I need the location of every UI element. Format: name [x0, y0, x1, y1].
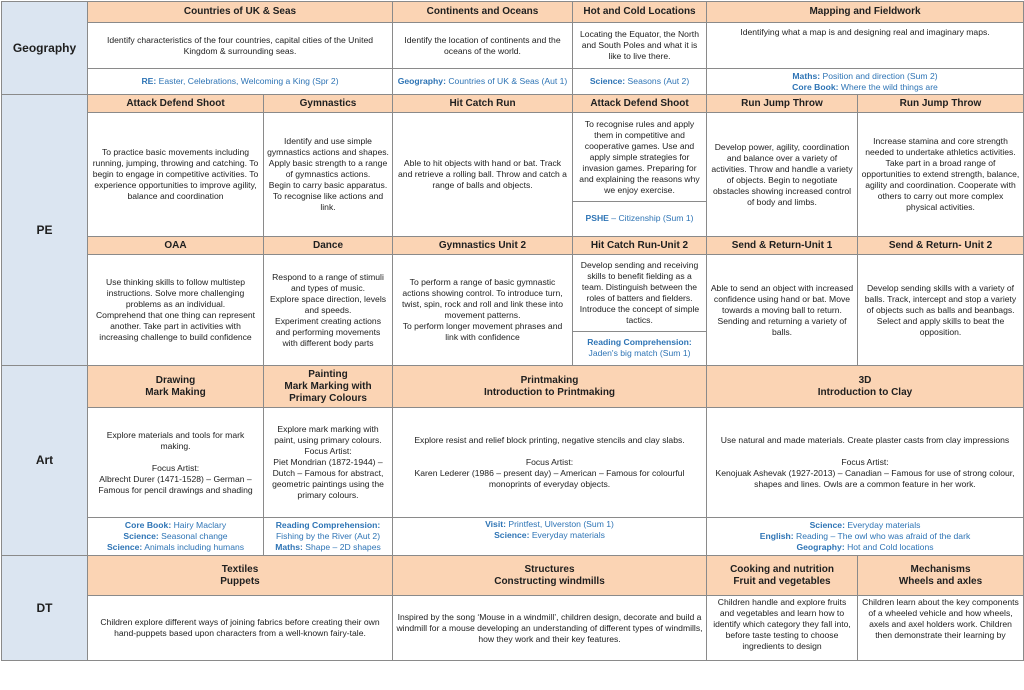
pe2-header-4: Hit Catch Run-Unit 2: [573, 237, 707, 255]
geo-header-3: Hot and Cold Locations: [573, 2, 707, 23]
pe2-desc-1: Use thinking skills to follow multistep instructions. Solve more challenging problems as an individual. Comprehend that one thing can represent another. Take part in activities with increasing challenge to build confidence: [88, 255, 264, 366]
pe-link-pshe: PSHE – Citizenship (Sum 1): [585, 213, 694, 224]
pe-header-1: Attack Defend Shoot: [88, 95, 264, 113]
dt-header-1: Textiles Puppets: [88, 556, 393, 596]
pe-header-3: Hit Catch Run: [393, 95, 573, 113]
art-desc-1: Explore materials and tools for mark making. Focus Artist: Albrecht Durer (1471-1528) – German – Famous for pencil drawings and shading: [88, 408, 264, 518]
art-header-1: Drawing Mark Making: [88, 366, 264, 408]
geo-desc-4: Identifying what a map is and designing real and imaginary maps.: [707, 23, 1024, 69]
art-links-2: Reading Comprehension: Fishing by the River (Aut 2) Maths: Shape – 2D shapes: [264, 518, 393, 556]
art-links-1: Core Book: Hairy Maclary Science: Seasonal change Science: Animals including humans: [88, 518, 264, 556]
pe-header-6: Run Jump Throw: [858, 95, 1024, 113]
pe-desc-6: Increase stamina and core strength needed to undertake athletics activities. Take part in a broad range of opportunities to extend strength, balance, agility and coordination. Cooperate with others to carry out more complex physical activities.: [858, 113, 1024, 237]
pe2-desc-6: Develop sending skills with a variety of balls. Track, intercept and stop a variety of objects such as balls and beanbags. Select and apply skills to beat the opposition.: [858, 255, 1024, 366]
art-header-4: 3D Introduction to Clay: [707, 366, 1024, 408]
pe2-header-6: Send & Return- Unit 2: [858, 237, 1024, 255]
dt-header-4: Mechanisms Wheels and axles: [858, 556, 1024, 596]
pe-desc-5: Develop power, agility, coordination and balance over a variety of activities. Throw and handle a variety of objects. Begin to negotiate obstacles showing increased control of body and limbs.: [707, 113, 858, 237]
subject-pe: PE: [2, 95, 88, 366]
geo-header-4: Mapping and Fieldwork: [707, 2, 1024, 23]
dt-desc-3: Children handle and explore fruits and vegetables and learn how to identify which category they fall into, before taste testing to choose ingredients to design: [713, 597, 851, 651]
pe2-desc-5: Able to send an object with increased confidence using hand or bat. Move towards a moving ball to return. Sending and returning a variety of balls.: [707, 255, 858, 366]
pe2-desc-4-cell: [573, 255, 707, 366]
dt-header-3: Cooking and nutrition Fruit and vegetables: [707, 556, 858, 596]
pe2-desc-2: Respond to a range of stimuli and types of music. Explore space direction, levels and speeds. Experiment creating actions and performing movements with different body parts: [264, 255, 393, 366]
geo-desc-3: Locating the Equator, the North and South Poles and what it is like to live there.: [573, 23, 707, 69]
art-links-3: Visit: Printfest, Ulverston (Sum 1) Science: Everyday materials: [393, 518, 707, 556]
dt-header-2: Structures Constructing windmills: [393, 556, 707, 596]
art-desc-2: Explore mark marking with paint, using primary colours. Focus Artist: Piet Mondrian (1872-1944) – Dutch – Famous for abstract, geometric paintings using the primary colours.: [264, 408, 393, 518]
geo-link-2: Geography: Countries of UK & Seas (Aut 1): [393, 69, 573, 95]
dt-desc-1: Children explore different ways of joining fabrics before creating their own hand-puppets based upon characters from a well-known fairy-tale.: [88, 596, 393, 661]
geo-link-3: Science: Seasons (Aut 2): [573, 69, 707, 95]
geo-link-1: RE: Easter, Celebrations, Welcoming a King (Spr 2): [88, 69, 393, 95]
geo-header-1: Countries of UK & Seas: [88, 2, 393, 23]
curriculum-grid: [1, 1, 1024, 661]
dt-desc-2: Inspired by the song ‘Mouse in a windmill’, children design, decorate and build a windmill for a mouse developing an understanding of different types of windmills, how they work and their key features.: [393, 596, 707, 661]
geo-header-2: Continents and Oceans: [393, 2, 573, 23]
pe2-desc-4: Develop sending and receiving skills to benefit fielding as a team. Distinguish between the roles of batters and fielders. Introduce the concept of simple tactics.: [573, 255, 706, 331]
art-header-2: Painting Mark Marking with Primary Colours: [264, 366, 393, 408]
pe2-link-reading: Reading Comprehension: Jaden's big match (Sum 1): [587, 337, 692, 359]
pe2-header-2: Dance: [264, 237, 393, 255]
art-desc-3: Explore resist and relief block printing, negative stencils and clay slabs. Focus Artist: Karen Lederer (1986 – present day) – American – Famous for colourful monoprints of everyday objects.: [393, 408, 707, 518]
geo-desc-2: Identify the location of continents and the oceans of the world.: [393, 23, 573, 69]
dt-desc-4: Children learn about the key components of a wheeled vehicle and how wheels, axels and axel holders work. Children then demonstrate their learning by: [862, 597, 1019, 640]
art-header-3: Printmaking Introduction to Printmaking: [393, 366, 707, 408]
pe2-header-1: OAA: [88, 237, 264, 255]
pe2-desc-3: To perform a range of basic gymnastic actions showing control. To introduce turn, twist, spin, rock and roll and link these into movement patterns. To perform longer movement phrases and link with confidence: [393, 255, 573, 366]
pe-desc-3: Able to hit objects with hand or bat. Track and retrieve a rolling ball. Throw and catch a range of balls and objects.: [393, 113, 573, 237]
subject-dt: DT: [2, 556, 88, 661]
subject-art: Art: [2, 366, 88, 556]
pe-desc-2: Identify and use simple gymnastics actions and shapes. Apply basic strength to a range of gymnastics actions. Begin to carry basic apparatus. To recognise like actions and link.: [264, 113, 393, 237]
art-desc-4: Use natural and made materials. Create plaster casts from clay impressions Focus Artist: Kenojuak Ashevak (1927-2013) – Canadian – Famous for use of strong colour, shapes and lines. Owls are a common feature in her work.: [707, 408, 1024, 518]
pe-header-4: Attack Defend Shoot: [573, 95, 707, 113]
pe-desc-4-cell: [573, 113, 707, 237]
geo-link-4: Maths: Position and direction (Sum 2) Core Book: Where the wild things are: [707, 69, 1024, 95]
pe-header-2: Gymnastics: [264, 95, 393, 113]
pe-desc-4: To recognise rules and apply them in competitive and cooperative games. Use and apply simple strategies for invasion games. Preparing for and explaining the reasons why we enjoy exercise.: [573, 114, 706, 202]
subject-geography: Geography: [2, 2, 88, 95]
pe2-header-3: Gymnastics Unit 2: [393, 237, 573, 255]
art-links-4: Science: Everyday materials English: Reading – The owl who was afraid of the dark Geography: Hot and Cold locations: [707, 518, 1024, 556]
geo-desc-1: Identify characteristics of the four countries, capital cities of the United Kingdom & surrounding seas.: [88, 23, 393, 69]
pe-desc-1: To practice basic movements including running, jumping, throwing and catching. To begin to engage in competitive activities. To experience opportunities to improve agility, balance and coordination: [88, 113, 264, 237]
dt-desc-3-cell: [707, 596, 858, 661]
pe-header-5: Run Jump Throw: [707, 95, 858, 113]
pe2-header-5: Send & Return-Unit 1: [707, 237, 858, 255]
dt-desc-4-cell: [858, 596, 1024, 661]
